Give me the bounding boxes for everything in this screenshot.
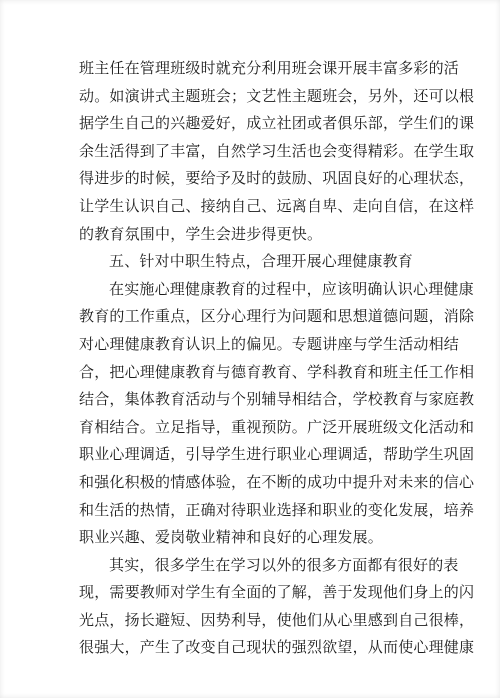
text-line: 光点，扬长避短、因势利导，使他们从心里感到自己很棒，: [79, 610, 475, 629]
text-line: 结合，集体教育活动与个别辅导相结合，学校教育与家庭教: [79, 390, 475, 409]
text-line: 的教育氛围中，学生会进步得更快。: [79, 224, 323, 243]
text-line: 班主任在管理班级时就充分利用班会课开展丰富多彩的活: [79, 59, 460, 77]
text-line: 现，需要教师对学生有全面的了解，善于发现他们身上的闪: [79, 583, 475, 602]
document-body: [79, 55, 475, 662]
text-line: 得进步的时候，要给予及时的鼓励、巩固良好的心理状态，: [79, 169, 475, 188]
text-line: 育相结合。立足指导，重视预防。广泛开展班级文化活动和: [79, 417, 475, 436]
text-line: 五、针对中职生特点，合理开展心理健康教育: [109, 252, 414, 271]
text-line: 对心理健康教育认识上的偏见。专题讲座与学生活动相结: [79, 334, 460, 353]
text-line: 其实，很多学生在学习以外的很多方面都有很好的表: [109, 555, 459, 574]
text-line: 让学生认识自己、接纳自己、远离自卑、走向自信，在这样: [79, 196, 475, 215]
text-line: 余生活得到了丰富，自然学习生活也会变得精彩。在学生取: [79, 141, 475, 160]
text-line: 和强化积极的情感体验，在不断的成功中提升对未来的信心: [79, 472, 475, 491]
text-line: 在实施心理健康教育的过程中，应该明确认识心理健康: [109, 279, 474, 298]
text-line: 据学生自己的兴趣爱好，成立社团或者俱乐部，学生们的课: [79, 114, 475, 133]
text-line: 职业心理调适，引导学生进行职业心理调适，帮助学生巩固: [79, 445, 475, 464]
text-line: 职业兴趣、爱岗敬业精神和良好的心理发展。: [79, 528, 384, 547]
text-line: 和生活的热情，正确对待职业选择和职业的变化发展，培养: [79, 500, 475, 519]
text-line: 很强大，产生了改变自己现状的强烈欲望，从而使心理健康: [79, 638, 475, 657]
text-line: 动。如演讲式主题班会；文艺性主题班会，另外，还可以根: [79, 86, 475, 105]
text-line: 合，把心理健康教育与德育教育、学科教育和班主任工作相: [79, 362, 475, 381]
text-line: 教育的工作重点，区分心理行为问题和思想道德问题，消除: [79, 307, 475, 326]
